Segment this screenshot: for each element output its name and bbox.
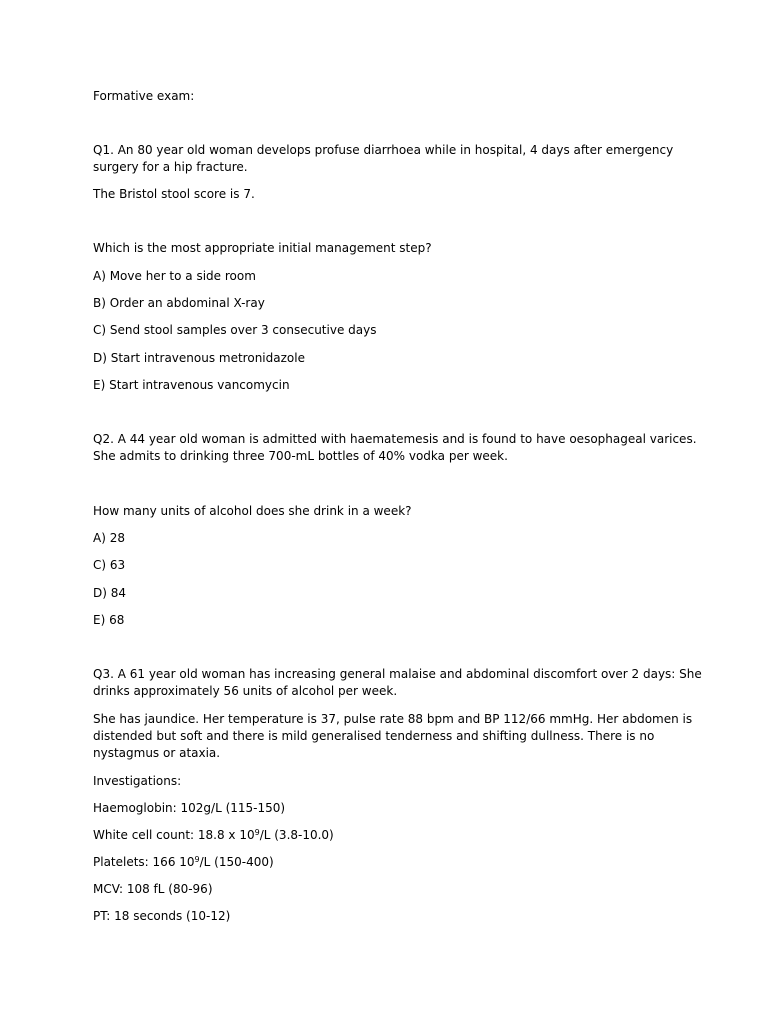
q1-option-d: D) Start intravenous metronidazole: [93, 351, 305, 365]
q1-option-e: E) Start intravenous vancomycin: [93, 378, 290, 392]
wcc-exponent: 9: [254, 828, 260, 837]
q3-mcv: MCV: 108 fL (80-96): [93, 882, 213, 896]
document-title: Formative exam:: [93, 89, 195, 103]
q1-stem-line-3: The Bristol stool score is 7.: [93, 187, 255, 201]
platelets-prefix: Platelets: 166 10: [93, 855, 195, 869]
q3-platelets: [93, 854, 274, 871]
q3-exam-line-3: nystagmus or ataxia.: [93, 746, 221, 760]
wcc-suffix: /L (3.8-10.0): [259, 828, 334, 842]
q3-white-cell-count: [93, 827, 334, 844]
platelets-suffix: /L (150-400): [199, 855, 274, 869]
q1-option-b: B) Order an abdominal X-ray: [93, 296, 265, 310]
q3-exam-line-1: She has jaundice. Her temperature is 37, pulse rate 88 bpm and BP 112/66 mmHg. Her abdomen is: [93, 712, 693, 726]
q1-stem-line-1: Q1. An 80 year old woman develops profuse diarrhoea while in hospital, 4 days after emergency: [93, 143, 674, 157]
q1-option-a: A) Move her to a side room: [93, 269, 256, 283]
q2-stem-line-2: She admits to drinking three 700-mL bottles of 40% vodka per week.: [93, 449, 508, 463]
q1-question: Which is the most appropriate initial management step?: [93, 241, 432, 255]
q2-question: How many units of alcohol does she drink in a week?: [93, 504, 412, 518]
q2-stem-line-1: Q2. A 44 year old woman is admitted with haematemesis and is found to have oesophageal varices.: [93, 432, 697, 446]
q2-option-c: C) 63: [93, 558, 126, 572]
platelets-exponent: 9: [194, 855, 200, 864]
q1-stem-line-2: surgery for a hip fracture.: [93, 160, 248, 174]
q1-option-c: C) Send stool samples over 3 consecutive days: [93, 323, 377, 337]
q2-option-a: A) 28: [93, 531, 125, 545]
q3-stem-line-1: Q3. A 61 year old woman has increasing general malaise and abdominal discomfort over 2 days: She: [93, 667, 702, 681]
q3-exam-line-2: distended but soft and there is mild generalised tenderness and shifting dullness. There is no: [93, 729, 655, 743]
q3-stem-line-2: drinks approximately 56 units of alcohol per week.: [93, 684, 398, 698]
q2-option-e: E) 68: [93, 613, 125, 627]
q3-pt: PT: 18 seconds (10-12): [93, 909, 231, 923]
q2-option-d: D) 84: [93, 586, 127, 600]
wcc-prefix: White cell count: 18.8 x 10: [93, 828, 255, 842]
q3-haemoglobin: Haemoglobin: 102g/L (115-150): [93, 801, 286, 815]
q3-investigations-heading: Investigations:: [93, 774, 182, 788]
